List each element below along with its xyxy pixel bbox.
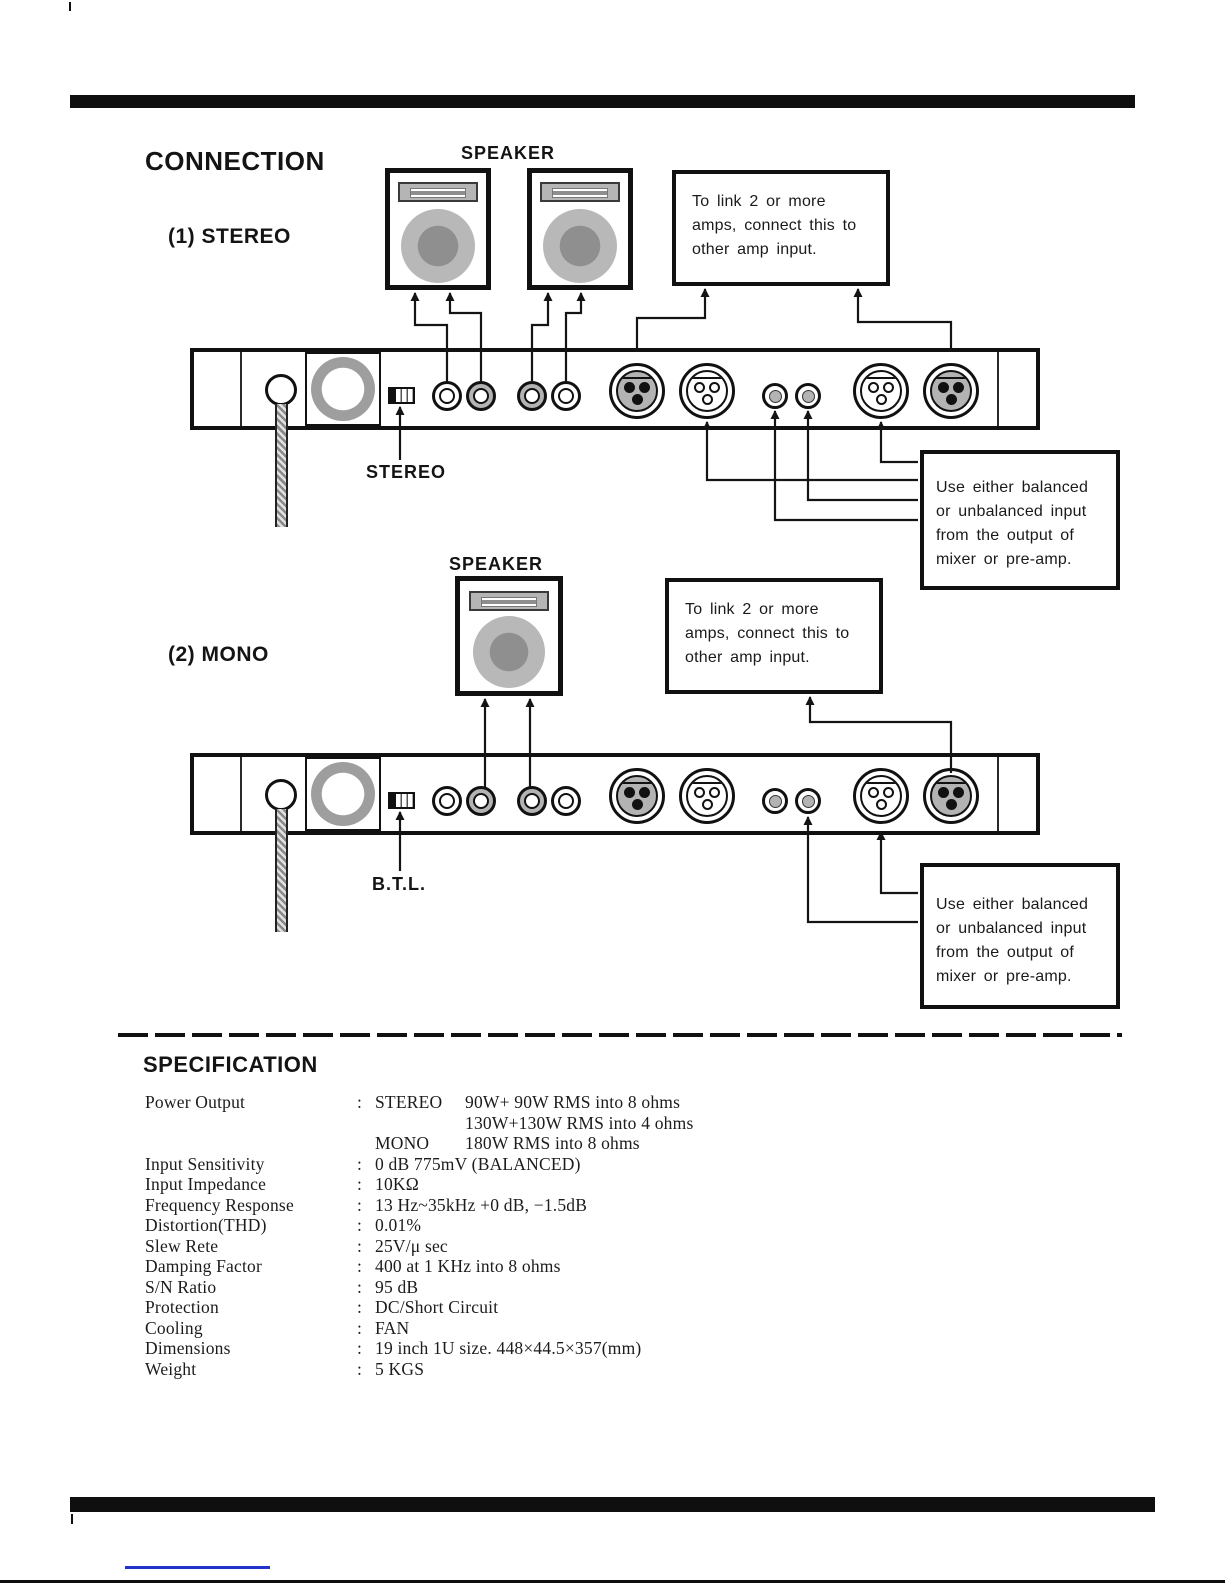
- spec-value: 90W+ 90W RMS into 8 ohms: [465, 1092, 681, 1112]
- spec-label: Protection: [145, 1297, 219, 1317]
- jack-hole: [769, 390, 782, 403]
- xlr-face: [616, 775, 658, 817]
- xlr-face: [860, 370, 902, 412]
- spec-colon: :: [357, 1256, 363, 1276]
- jack-hole: [524, 793, 540, 809]
- panel-divider: [240, 757, 242, 831]
- xlr-output-connector: [609, 768, 665, 824]
- phone-jack-2: [795, 788, 821, 814]
- spec-colon: :: [357, 1153, 363, 1174]
- spec-colon: :: [357, 1338, 363, 1358]
- xlr-input-connector: [853, 363, 909, 419]
- spec-row: [145, 1359, 925, 1380]
- spec-colon: :: [357, 1194, 363, 1215]
- spec-label: Slew Rete: [145, 1235, 219, 1256]
- speaker-cabinet-right: [527, 168, 633, 290]
- spec-value: 0 dB 775mV (BALANCED): [375, 1153, 581, 1174]
- page-edge-line: [0, 1580, 1225, 1583]
- mono-section-heading: (2) MONO: [168, 643, 269, 666]
- spec-row: [145, 1195, 925, 1216]
- spec-value: 180W RMS into 8 ohms: [465, 1133, 640, 1153]
- spec-value: FAN: [375, 1317, 410, 1338]
- mode-switch: [388, 792, 415, 809]
- specification-title: SPECIFICATION: [143, 1052, 318, 1077]
- input-note-box-stereo: [920, 450, 1120, 590]
- phone-jack-1: [762, 788, 788, 814]
- panel-divider: [997, 757, 999, 831]
- phone-jack-2: [795, 383, 821, 409]
- spec-value: 25V/μ sec: [375, 1235, 448, 1256]
- power-cord: [275, 809, 288, 932]
- spec-colon: :: [357, 1358, 363, 1379]
- jack-hole: [558, 388, 574, 404]
- tweeter-port: [540, 182, 620, 202]
- speaker-jack-4: [551, 786, 581, 816]
- woofer-icon: [473, 616, 545, 688]
- page-corner-tick: [71, 1514, 73, 1524]
- cooling-fan: [305, 757, 381, 831]
- btl-switch-label: B.T.L.: [372, 874, 426, 894]
- spec-row: [145, 1277, 925, 1298]
- spec-label: Damping Factor: [145, 1256, 263, 1276]
- input-note-text: Use either balanced or unbalanced input from the output of mixer or pre-amp.: [936, 896, 1089, 985]
- xlr-face: [930, 370, 972, 412]
- xlr-face: [686, 775, 728, 817]
- spec-row-power: [145, 1113, 925, 1134]
- link-note-text: To link 2 or more amps, connect this to other amp input.: [692, 193, 857, 258]
- link-note-box-stereo: [672, 170, 890, 286]
- spec-row: [145, 1318, 925, 1339]
- spec-row: [145, 1338, 925, 1359]
- spec-row: [145, 1174, 925, 1195]
- woofer-icon: [543, 209, 617, 283]
- jack-hole: [524, 388, 540, 404]
- fan-ring: [311, 357, 375, 421]
- speaker-jack-4: [551, 381, 581, 411]
- woofer-icon: [401, 209, 475, 283]
- jack-hole: [558, 793, 574, 809]
- spec-row: [145, 1256, 925, 1277]
- power-cord: [275, 404, 288, 527]
- spec-value: DC/Short Circuit: [375, 1297, 499, 1317]
- jack-hole: [769, 795, 782, 808]
- specification-list: [145, 1092, 925, 1379]
- panel-divider: [240, 352, 242, 426]
- spec-label: Input Impedance: [145, 1174, 267, 1194]
- speaker-jack-3: [517, 786, 547, 816]
- spec-colon: :: [357, 1092, 363, 1112]
- speaker-jack-2: [466, 381, 496, 411]
- stereo-section-heading: (1) STEREO: [168, 225, 291, 248]
- spec-label: Frequency Response: [145, 1194, 294, 1215]
- xlr-input-connector: [679, 363, 735, 419]
- jack-hole: [802, 390, 815, 403]
- spec-value: 13 Hz~35kHz +0 dB, −1.5dB: [375, 1194, 588, 1215]
- spec-value: 10KΩ: [375, 1174, 419, 1194]
- page-corner-tick: [69, 2, 71, 11]
- amp-rear-panel-mono: [190, 753, 1040, 835]
- spec-row-power: [145, 1092, 925, 1113]
- tweeter-port: [469, 591, 549, 611]
- spec-label: Cooling: [145, 1317, 203, 1338]
- speaker-label-mono: SPEAKER: [449, 554, 544, 574]
- speaker-label-stereo: SPEAKER: [461, 143, 556, 163]
- mode-switch: [388, 387, 415, 404]
- speaker-jack-2: [466, 786, 496, 816]
- spec-colon: :: [357, 1215, 363, 1235]
- speaker-jack-1: [432, 381, 462, 411]
- cooling-fan: [305, 352, 381, 426]
- stereo-switch-label: STEREO: [366, 462, 447, 482]
- spec-label: Power Output: [145, 1092, 246, 1112]
- tweeter-slot: [410, 188, 466, 198]
- tweeter-port: [398, 182, 478, 202]
- link-note-box-mono: [665, 578, 883, 694]
- speaker-jack-1: [432, 786, 462, 816]
- footer-accent-line: [125, 1566, 270, 1569]
- spec-mode: STEREO: [375, 1092, 443, 1112]
- tweeter-slot: [481, 597, 537, 607]
- spec-label: Weight: [145, 1358, 197, 1379]
- spec-value: 5 KGS: [375, 1358, 425, 1379]
- power-cord-grommet: [265, 779, 297, 811]
- spec-row-power: [145, 1133, 925, 1154]
- top-rule: [70, 95, 1135, 108]
- tweeter-slot: [552, 188, 608, 198]
- xlr-output-connector: [609, 363, 665, 419]
- spec-value: 95 dB: [375, 1276, 419, 1297]
- spec-colon: :: [357, 1317, 363, 1338]
- jack-hole: [802, 795, 815, 808]
- jack-hole: [473, 388, 489, 404]
- speaker-cabinet-left: [385, 168, 491, 290]
- spec-colon: :: [357, 1174, 363, 1194]
- link-note-text: To link 2 or more amps, connect this to other amp input.: [685, 601, 850, 666]
- section-divider-dashed: [118, 1033, 1122, 1037]
- spec-label: S/N Ratio: [145, 1276, 217, 1297]
- spec-mode: [375, 1113, 465, 1134]
- spec-row: [145, 1154, 925, 1175]
- jack-hole: [439, 388, 455, 404]
- spec-colon: :: [357, 1276, 363, 1297]
- spec-colon: :: [357, 1235, 363, 1256]
- input-note-text: Use either balanced or unbalanced input from the output of mixer or pre-amp.: [936, 479, 1089, 568]
- spec-mode: MONO: [375, 1133, 430, 1153]
- spec-label: Input Sensitivity: [145, 1153, 265, 1174]
- jack-hole: [473, 793, 489, 809]
- spec-value: 19 inch 1U size. 448×44.5×357(mm): [375, 1338, 642, 1358]
- xlr-input-connector: [679, 768, 735, 824]
- spec-label: Dimensions: [145, 1338, 231, 1358]
- speaker-jack-3: [517, 381, 547, 411]
- xlr-face: [860, 775, 902, 817]
- spec-value: 0.01%: [375, 1215, 422, 1235]
- phone-jack-1: [762, 383, 788, 409]
- spec-row: [145, 1297, 925, 1318]
- jack-hole: [439, 793, 455, 809]
- spec-value: 130W+130W RMS into 4 ohms: [465, 1112, 694, 1133]
- xlr-face: [930, 775, 972, 817]
- fan-ring: [311, 762, 375, 826]
- bottom-rule: [70, 1497, 1155, 1512]
- power-cord-grommet: [265, 374, 297, 406]
- xlr-output-connector: [923, 363, 979, 419]
- spec-label: Distortion(THD): [145, 1215, 267, 1235]
- amp-rear-panel-stereo: [190, 348, 1040, 430]
- spec-row: [145, 1236, 925, 1257]
- spec-row: [145, 1215, 925, 1236]
- spec-value: 400 at 1 KHz into 8 ohms: [375, 1256, 561, 1276]
- input-note-box-mono: [920, 863, 1120, 1009]
- spec-colon: :: [357, 1297, 363, 1317]
- panel-divider: [997, 352, 999, 426]
- xlr-input-connector: [853, 768, 909, 824]
- xlr-output-connector: [923, 768, 979, 824]
- xlr-face: [616, 370, 658, 412]
- speaker-cabinet-mono: [455, 576, 563, 696]
- connection-title: CONNECTION: [145, 146, 325, 176]
- xlr-face: [686, 370, 728, 412]
